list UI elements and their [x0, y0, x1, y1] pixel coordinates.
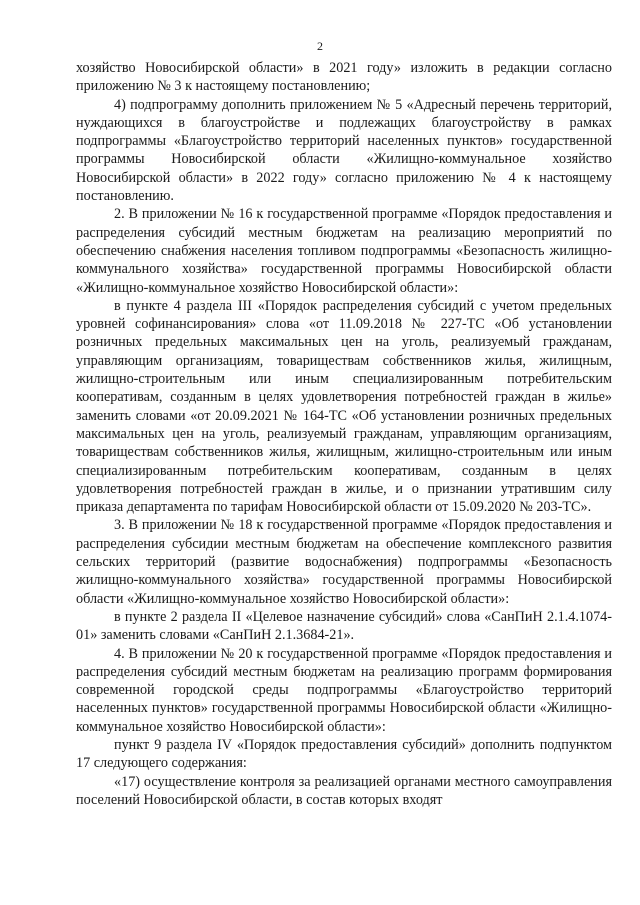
paragraph-continuation: хозяйство Новосибирской области» в 2021 году» изложить в редакции согласно приложению № 3 к настоящему постановлению;: [76, 60, 612, 95]
paragraph-section-4: 4. В приложении № 20 к государственной программе «Порядок предоставления и распределения субсидий местным бюджетам на реализацию программ формирования современной городской среды подпрограммы «Благоустройство территорий населенных пунктов» государственной программы Новосибирской области «Жилищно-коммунальное хозяйство Новосибирской области»:: [76, 645, 612, 735]
paragraph-section-2-amendment: в пункте 4 раздела III «Порядок распределения субсидий с учетом предельных уровней софинансирования» слова «от 11.09.2018 № 227-ТС «Об установлении розничных предельных максимальных цен на уголь, реализуемый гражданам, управляющим организациям, товариществам собственников жилья, жилищным, жилищно-строительным или иным специализированным потребительским кооперативам, созданным в целях удовлетворения потребностей граждан в жилье» заменить словами «от 20.09.2021 № 164-ТС «Об установлении розничных предельных максимальных цен на уголь, реализуемый гражданам, управляющим организациям, товариществам собственников жилья, жилищным, жилищно-строительным или иным специализированным потребительским кооперативам, созданным в целях удовлетворения потребностей граждан в жилье, и о признании утратившим силу приказа департамента по тарифам Новосибирской области от 15.09.2020 № 203-ТС».: [76, 297, 612, 516]
paragraph-subitem-17: «17) осуществление контроля за реализацией органами местного самоуправления поселений Новосибирской области, в состав которых входят: [76, 773, 612, 808]
paragraph-section-4-amendment: пункт 9 раздела IV «Порядок предоставления субсидий» дополнить подпунктом 17 следующего содержания:: [76, 736, 612, 772]
paragraph-item-4: 4) подпрограмму дополнить приложением № 5 «Адресный перечень территорий, нуждающихся в благоустройстве и подлежащих благоустройству в рамках подпрограммы «Благоустройство территорий населенных пунктов» государственной программы Новосибирской области «Жилищно-коммунальное хозяйство Новосибирской области» в 2022 году» согласно приложению № 4 к настоящему постановлению.: [76, 96, 612, 205]
paragraph-section-2: 2. В приложении № 16 к государственной программе «Порядок предоставления и распределения субсидий местным бюджетам на реализацию мероприятий по обеспечению снабжения населения топливом подпрограммы «Безопасность жилищно-коммунального хозяйства» государственной программы Новосибирской области «Жилищно-коммунальное хозяйство Новосибирской области»:: [76, 206, 612, 296]
paragraph-section-3: 3. В приложении № 18 к государственной программе «Порядок предоставления и распределения субсидии местным бюджетам на обеспечение комплексного развития сельских территорий (развитие водоснабжения) подпрограммы «Безопасность жилищно-коммунального хозяйства» государственной программы Новосибирской области «Жилищно-коммунальное хозяйство Новосибирской области»:: [76, 517, 612, 607]
page-number: 2: [317, 39, 323, 53]
paragraph-section-3-amendment: в пункте 2 раздела II «Целевое назначение субсидий» слова «СанПиН 2.1.4.1074-01» заменить словами «СанПиН 2.1.3684-21».: [76, 608, 612, 644]
document-body: [76, 59, 612, 809]
